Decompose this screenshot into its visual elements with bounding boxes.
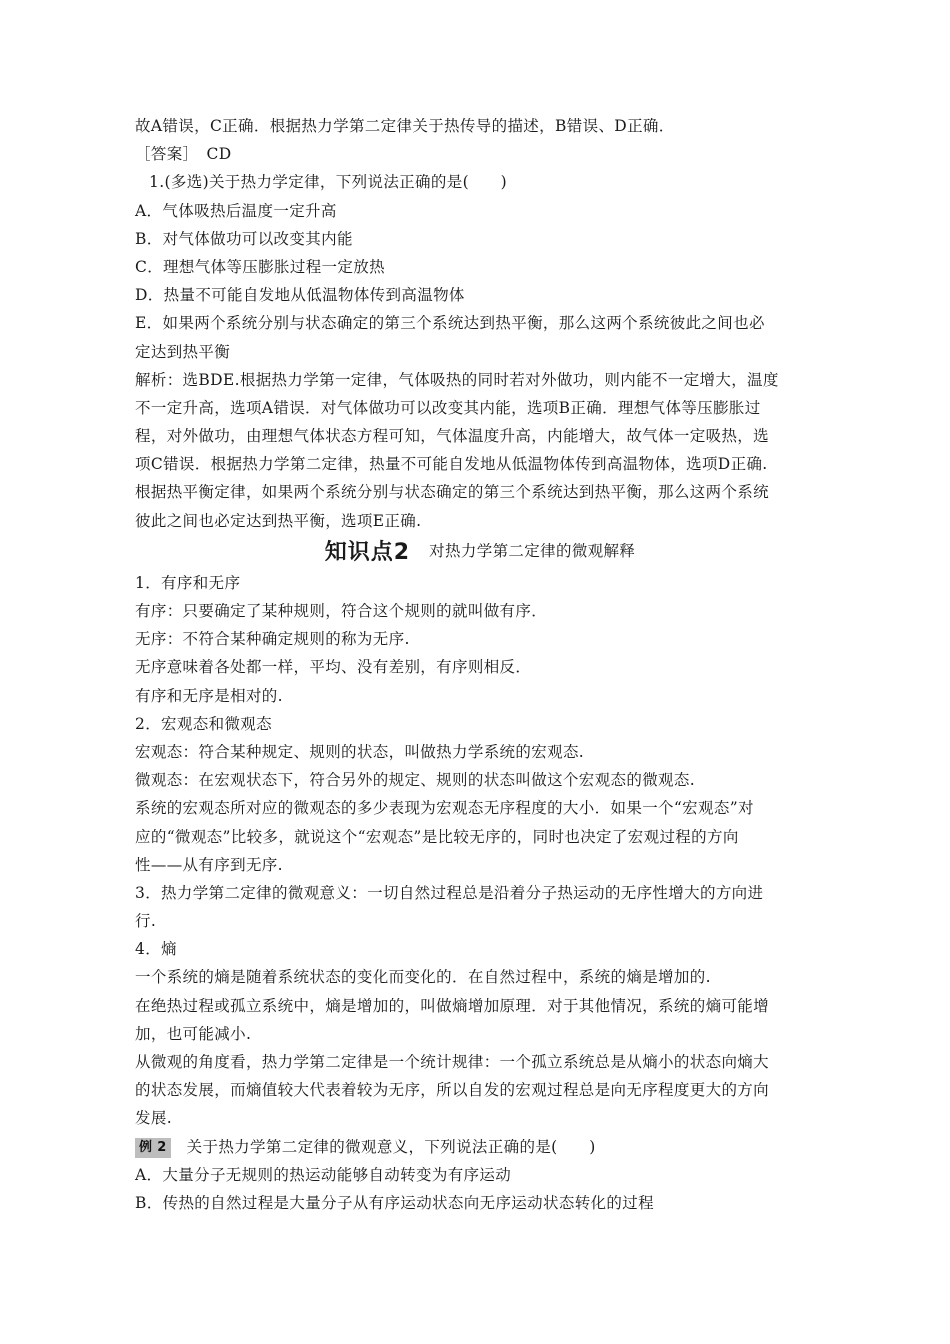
example-stem: 关于热力学第二定律的微观意义，下列说法正确的是( ) bbox=[186, 1137, 596, 1156]
text-line: 应的“微观态”比较多，就说这个“宏观态”是比较无序的，同时也决定了宏观过程的方向 bbox=[135, 827, 739, 846]
text-line: 性——从有序到无序. bbox=[135, 855, 283, 874]
text-line: 有序和无序是相对的. bbox=[135, 686, 283, 705]
option-e: E．如果两个系统分别与状态确定的第三个系统达到热平衡，那么这两个系统彼此之间也必 bbox=[135, 314, 765, 333]
example-option-a: A．大量分子无规则的热运动能够自动转变为有序运动 bbox=[135, 1165, 512, 1184]
analysis-line: 彼此之间也必定达到热平衡，选项E正确. bbox=[135, 511, 422, 530]
subheading: 2．宏观态和微观态 bbox=[135, 714, 273, 733]
analysis-line: 不一定升高，选项A错误．对气体做功可以改变其内能，选项B正确．理想气体等压膨胀过 bbox=[135, 398, 761, 417]
section-heading bbox=[135, 535, 825, 569]
text-line: 无序：不符合某种确定规则的称为无序. bbox=[135, 630, 410, 649]
subheading: 1．有序和无序 bbox=[135, 573, 241, 592]
text-line: 系统的宏观态所对应的微观态的多少表现为宏观态无序程度的大小．如果一个“宏观态”对 bbox=[135, 799, 754, 818]
analysis-line: 根据热平衡定律，如果两个系统分别与状态确定的第三个系统达到热平衡，那么这两个系统 bbox=[135, 483, 770, 502]
question-stem: 1.(多选)关于热力学定律，下列说法正确的是( ) bbox=[149, 173, 508, 192]
text-line: 从微观的角度看，热力学第二定律是一个统计规律：一个孤立系统总是从熵小的状态向熵大 bbox=[135, 1053, 770, 1071]
option-c: C．理想气体等压膨胀过程一定放热 bbox=[135, 257, 385, 276]
text-line: 宏观态：符合某种规定、规则的状态，叫做热力学系统的宏观态. bbox=[135, 742, 585, 761]
text-line: 无序意味着各处都一样，平均、没有差别，有序则相反． bbox=[135, 658, 532, 677]
example-stem-row bbox=[135, 1133, 825, 1161]
analysis-line: 解析：选BDE.根据热力学第一定律，气体吸热的同时若对外做功，则内能不一定增大，温度 bbox=[135, 370, 779, 389]
answer-line: ［答案］ CD bbox=[135, 145, 232, 164]
text-line: 发展. bbox=[135, 1109, 172, 1128]
option-b: B．对气体做功可以改变其内能 bbox=[135, 229, 353, 248]
analysis-line: 项C错误．根据热力学第二定律，热量不可能自发地从低温物体传到高温物体，选项D正确. bbox=[135, 455, 768, 474]
text-line: 微观态：在宏观状态下，符合另外的规定、规则的状态叫做这个宏观态的微观态. bbox=[135, 771, 696, 790]
section-title: 对热力学第二定律的微观解释 bbox=[429, 542, 636, 561]
subheading: 3．热力学第二定律的微观意义：一切自然过程总是沿着分子热运动的无序性增大的方向进 bbox=[135, 883, 764, 902]
text-line: 加，也可能减小. bbox=[135, 1024, 252, 1043]
example-option-b: B．传热的自然过程是大量分子从有序运动状态向无序运动状态转化的过程 bbox=[135, 1193, 654, 1212]
option-a: A．气体吸热后温度一定升高 bbox=[135, 201, 337, 220]
text-line: 行. bbox=[135, 912, 157, 931]
knowledge-point-badge: 知识点2 bbox=[324, 539, 411, 565]
text-line: 一个系统的熵是随着系统状态的变化而变化的．在自然过程中，系统的熵是增加的. bbox=[135, 968, 711, 987]
text-line: 的状态发展，而熵值较大代表着较为无序，所以自发的宏观过程总是向无序程度更大的方向 bbox=[135, 1081, 770, 1100]
analysis-line: 程，对外做功，由理想气体状态方程可知，气体温度升高，内能增大，故气体一定吸热，选 bbox=[135, 427, 770, 446]
text-line: 有序：只要确定了某种规则，符合这个规则的就叫做有序． bbox=[135, 602, 548, 620]
document-page bbox=[135, 112, 825, 1217]
option-d: D．热量不可能自发地从低温物体传到高温物体 bbox=[135, 286, 465, 305]
option-e-continued: 定达到热平衡 bbox=[135, 342, 231, 361]
text-line: 在绝热过程或孤立系统中，熵是增加的，叫做熵增加原理．对于其他情况，系统的熵可能增 bbox=[135, 996, 770, 1015]
example-badge: 例 2 bbox=[135, 1138, 171, 1158]
text-line: 故A错误，C正确．根据热力学第二定律关于热传导的描述，B错误、D正确． bbox=[135, 117, 675, 135]
subheading: 4．熵 bbox=[135, 940, 177, 959]
